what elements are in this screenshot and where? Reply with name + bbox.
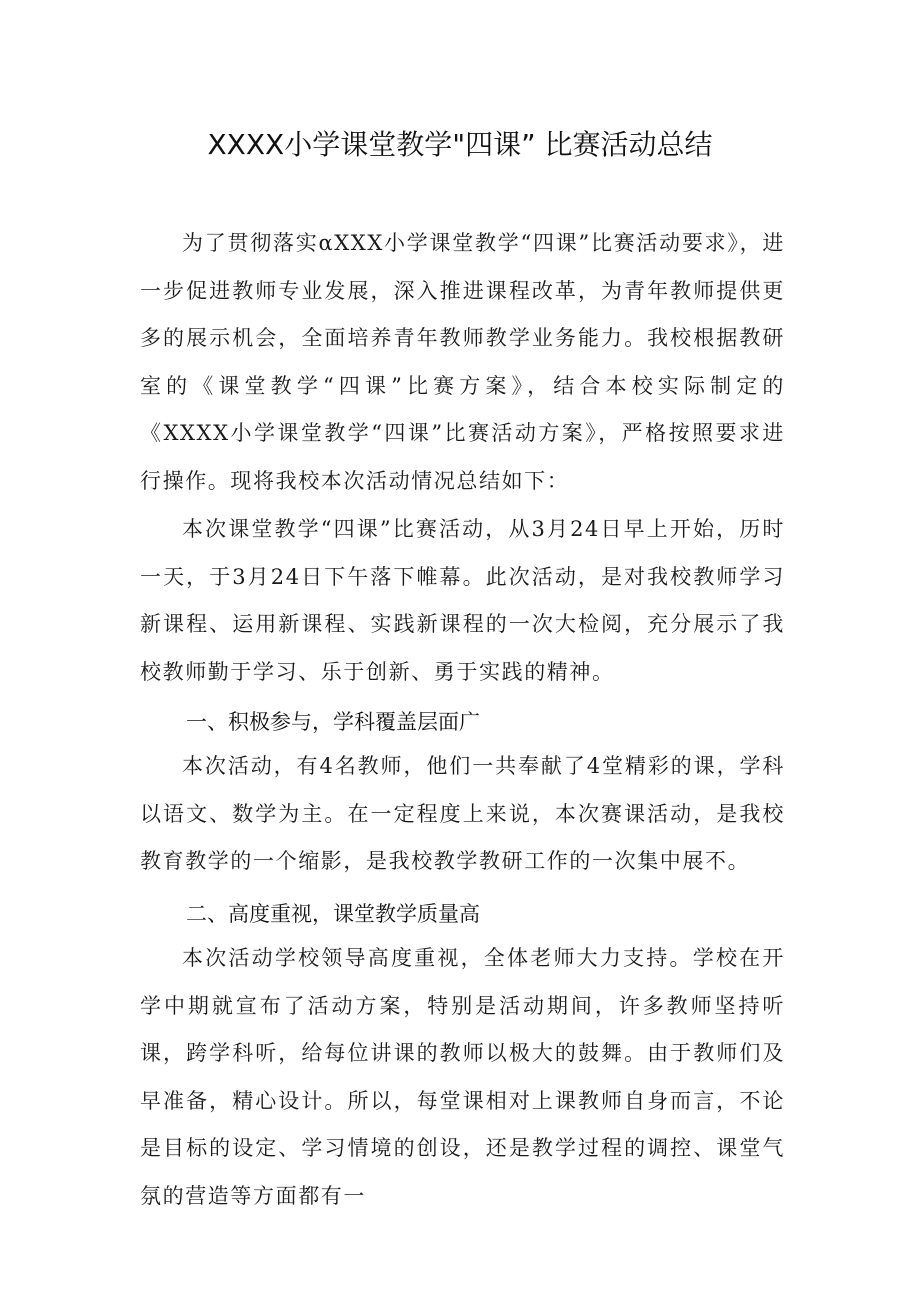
paragraph-intro: 为了贯彻落实αXXX小学课堂教学“四课”比赛活动要求》，进一步促进教师专业发展，深入推进课程改革，为青年教师提供更多的展示机会，全面培养青年教师教学业务能力。我校根据教研室的《课堂教学“四课”比赛方案》，结合本校实际制定的《XXXX小学课堂教学“四课”比赛活动方案》，严格按照要求进行操作。现将我校本次活动情况总结如下：: [140, 231, 785, 493]
document-title: XXXX小学课堂教学"四课” 比赛活动总结: [207, 128, 713, 161]
paragraph-quality: 本次活动学校领导高度重视，全体老师大力支持。学校在开学中期就宣布了活动方案，特别是活动期间，许多教师坚持听课，跨学科听，给每位讲课的教师以极大的鼓舞。由于教师们及早准备，精心设计。所以，每堂课相对上课教师自身而言，不论是目标的设定、学习情境的创设，还是教学过程的调控、课堂气氛的营造等方面都有一: [140, 946, 785, 1208]
section-heading-quality: 二、高度重视，课堂教学质量高: [186, 902, 480, 926]
paragraph-activity-overview: 本次课堂教学“四课”比赛活动，从3月24日早上开始，历时一天，于3月24日下午落下帷幕。此次活动，是对我校教师学习新课程、运用新课程、实践新课程的一次大检阅，充分展示了我校教师勤于学习、乐于创新、勇于实践的精神。: [140, 517, 785, 684]
paragraph-participation: 本次活动，有4名教师，他们一共奉献了4堂精彩的课，学科以语文、数学为主。在一定程度上来说，本次赛课活动，是我校教育教学的一个缩影，是我校教学教研工作的一次集中展不。: [140, 754, 785, 873]
section-heading-participation: 一、积极参与，学科覆盖层面广: [186, 710, 480, 734]
